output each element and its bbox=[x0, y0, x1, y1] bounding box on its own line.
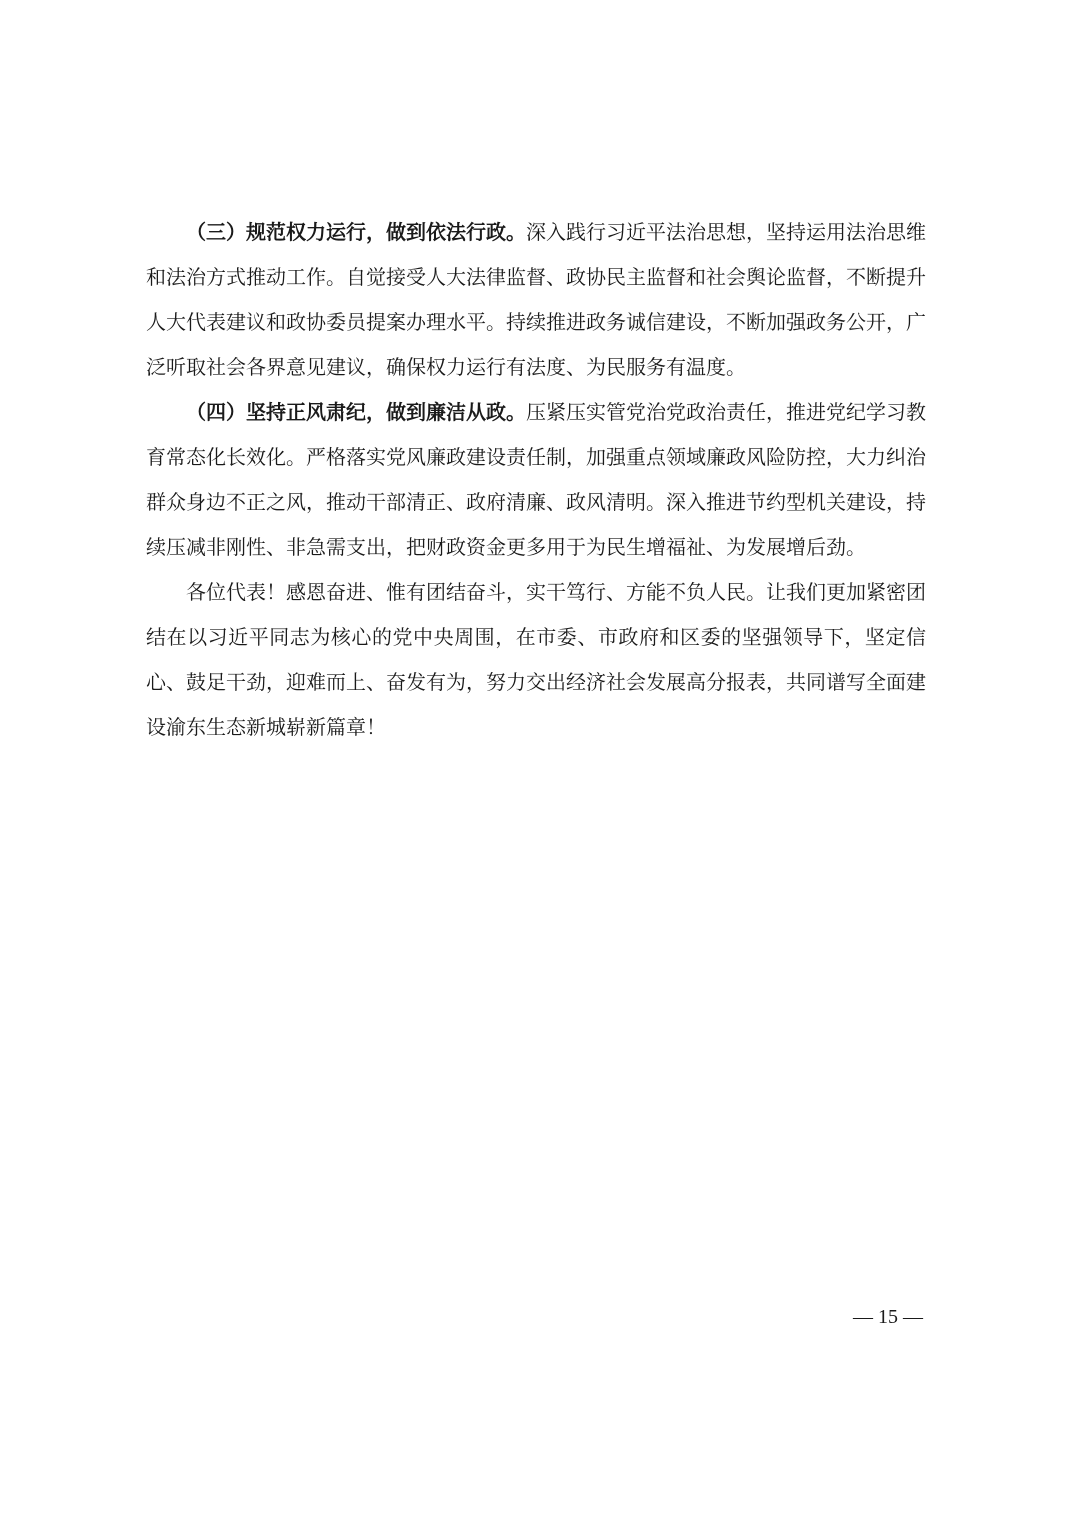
paragraph-rule-of-law bbox=[146, 210, 926, 390]
paragraph-closing bbox=[146, 570, 926, 750]
paragraph-text: 深入践行习近平法治思想，坚持运用法治思维和法治方式推动工作。自觉接受人大法律监督、政协民主监督和社会舆论监督，不断提升人大代表建议和政协委员提案办理水平。持续推进政务诚信建设，不断加强政务公开，广泛听取社会各界意见建议，确保权力运行有法度、为民服务有温度。 bbox=[146, 220, 926, 379]
document-body bbox=[146, 210, 926, 750]
paragraph-text: 压紧压实管党治党政治责任，推进党纪学习教育常态化长效化。严格落实党风廉政建设责任制，加强重点领域廉政风险防控，大力纠治群众身边不正之风，推动干部清正、政府清廉、政风清明。深入推进节约型机关建设，持续压减非刚性、非急需支出，把财政资金更多用于为民生增福祉、为发展增后劲。 bbox=[146, 400, 926, 559]
page-number: — 15 — bbox=[853, 1306, 923, 1328]
paragraph-text: 各位代表！感恩奋进、惟有团结奋斗，实干笃行、方能不负人民。让我们更加紧密团结在以习近平同志为核心的党中央周围，在市委、市政府和区委的坚强领导下，坚定信心、鼓足干劲，迎难而上、奋发有为，努力交出经济社会发展高分报表，共同谱写全面建设渝东生态新城崭新篇章！ bbox=[146, 580, 926, 739]
section-heading-three: （三）规范权力运行，做到依法行政。 bbox=[186, 220, 526, 244]
section-heading-four: （四）坚持正风肃纪，做到廉洁从政。 bbox=[186, 400, 526, 424]
paragraph-integrity bbox=[146, 390, 926, 570]
